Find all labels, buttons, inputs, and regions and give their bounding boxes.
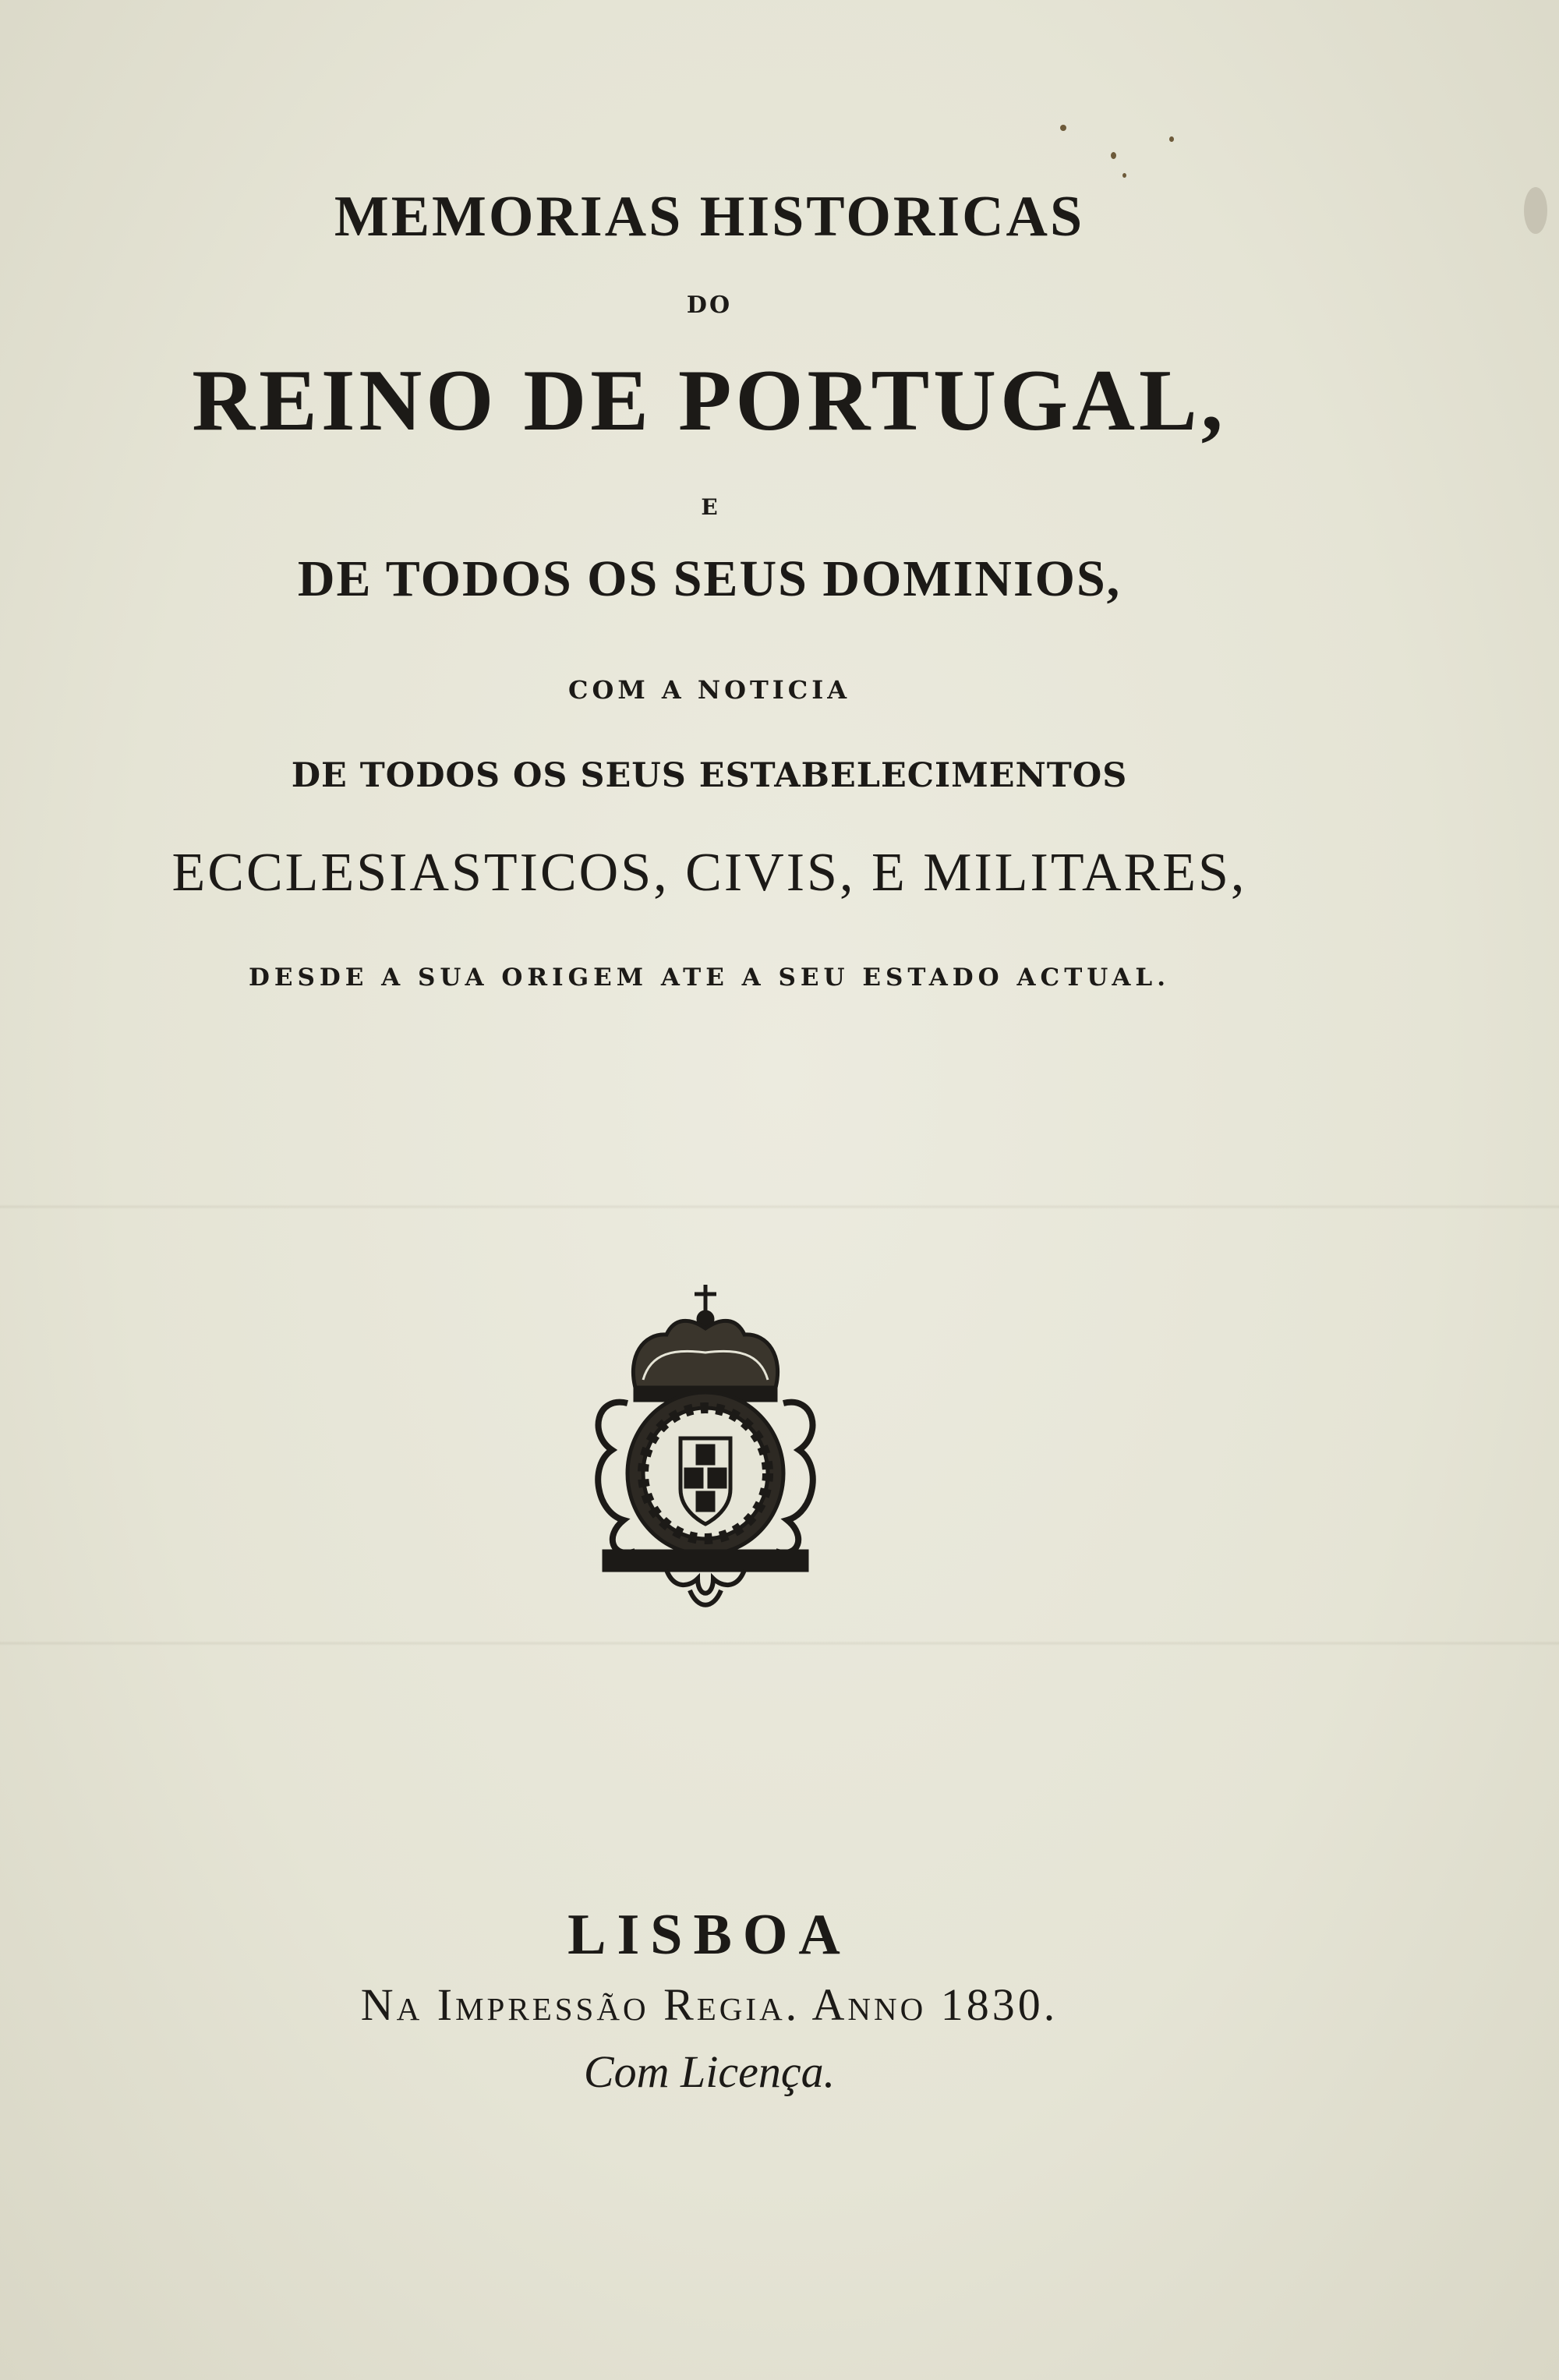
title-com-a-noticia: COM A NOTICIA <box>567 675 851 705</box>
title-reino-de-portugal: REINO DE PORTUGAL, <box>192 352 1227 449</box>
paper-fold <box>0 1641 1559 1646</box>
title-estabelecimentos: DE TODOS OS SEUS ESTABELECIMENTOS <box>291 756 1128 795</box>
foxing-spot <box>1060 125 1066 131</box>
title-dominios: DE TODOS OS SEUS DOMINIOS, <box>297 550 1122 607</box>
stain <box>1524 187 1547 234</box>
foxing-spot <box>1169 136 1174 142</box>
imprint-printer: Na Impressão Regia. Anno 1830. <box>360 1979 1059 2030</box>
royal-coat-of-arms-icon <box>581 1278 830 1621</box>
title-memorias-historicas: MEMORIAS HISTORICAS <box>334 185 1085 249</box>
imprint-city: LISBOA <box>567 1903 851 1967</box>
foxing-spot <box>1111 152 1116 159</box>
title-desde-a-sua-origem: DESDE A SUA ORIGEM ATE A SEU ESTADO ACTUAL. <box>248 964 1170 992</box>
title-e: E <box>701 494 718 520</box>
title-ecclesiasticos: ECCLESIASTICOS, CIVIS, E MILITARES, <box>171 843 1247 903</box>
imprint-license: Com Licença. <box>583 2046 836 2097</box>
paper-fold <box>0 1204 1559 1209</box>
title-do: DO <box>686 292 733 319</box>
foxing-spot <box>1122 173 1126 178</box>
